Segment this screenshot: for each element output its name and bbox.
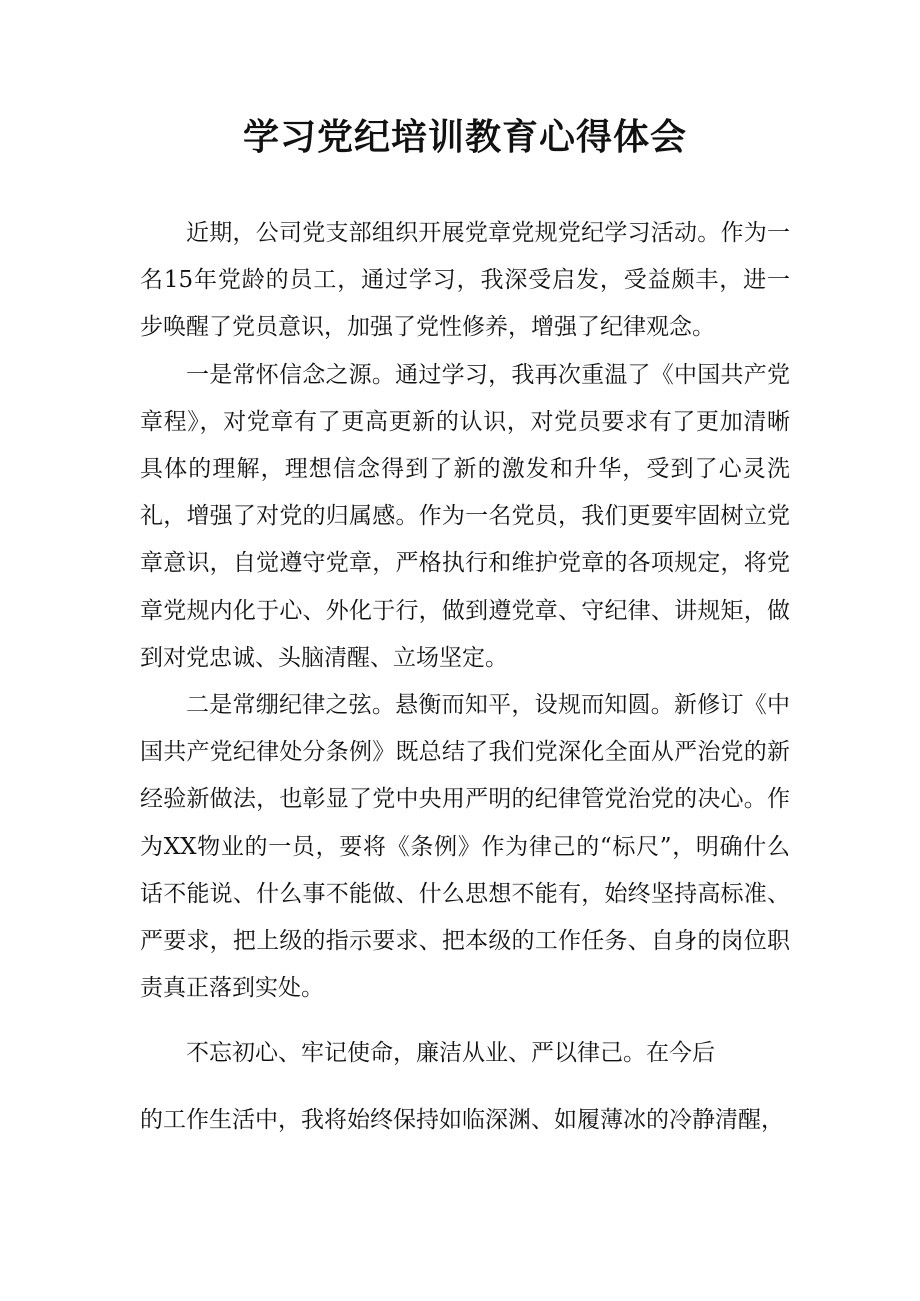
paragraph-closing-continued: 的工作生活中，我将始终保持如临深渊、如履薄冰的冷静清醒， [140,1107,784,1133]
document-body [140,210,790,1012]
paragraph-point-one: 一是常怀信念之源。通过学习，我再次重温了《中国共产党章程》，对党章有了更高更新的认识，对党员要求有了更加清晰具体的理解，理想信念得到了新的激发和升华，受到了心灵洗礼，增强了对党的归属感。作为一名党员，我们更要牢固树立党章意识，自觉遵守党章，严格执行和维护党章的各项规定，将党章党规内化于心、外化于行，做到遵党章、守纪律、讲规矩，做到对党忠诚、头脑清醒、立场坚定。 [140,361,790,671]
paragraph-intro: 近期，公司党支部组织开展党章党规党纪学习活动。作为一名15年党龄的员工，通过学习，我深受启发，受益颇丰，进一步唤醒了党员意识，加强了党性修养，增强了纪律观念。 [140,220,790,341]
paragraph-closing-start: 不忘初心、牢记使命，廉洁从业、严以律己。在今后 [186,1040,715,1066]
document-title: 学习党纪培训教育心得体会 [242,117,687,158]
paragraph-point-two: 二是常绷纪律之弦。悬衡而知平，设规而知圆。新修订《中国共产党纪律处分条例》既总结了我们党深化全面从严治党的新经验新做法，也彰显了党中央用严明的纪律管党治党的决心。作为XX物业的一员，要将《条例》作为律己的“标尺”，明确什么话不能说、什么事不能做、什么思想不能有，始终坚持高标准、严要求，把上级的指示要求、把本级的工作任务、自身的岗位职责真正落到实处。 [140,692,790,1002]
